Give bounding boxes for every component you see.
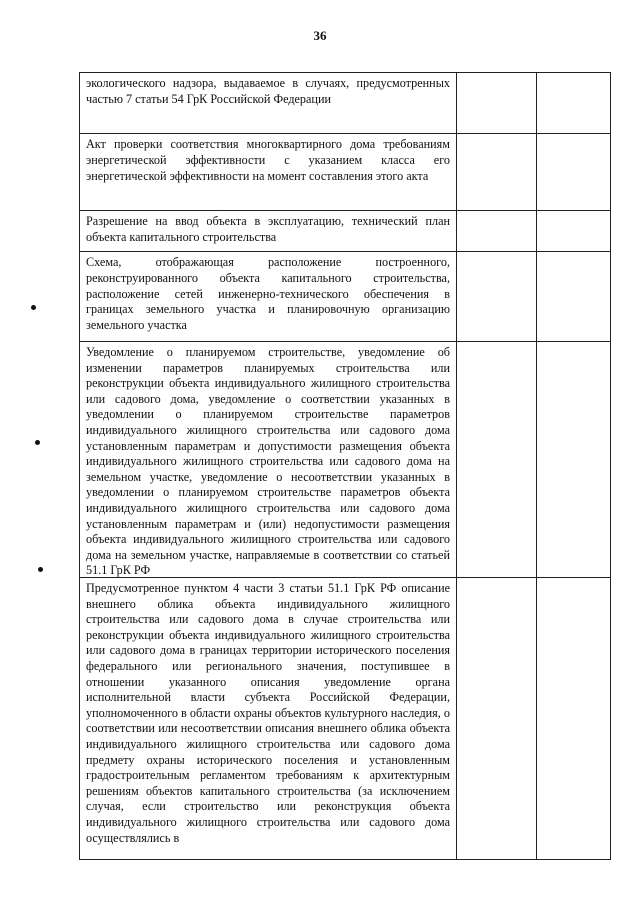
document-description-cell: Уведомление о планируемом строительстве, уведомление об изменении параметров планируемых строительства или реконструкции объекта индивидуального жилищного строительства или садового дома, уведомление о соответствии указанных в уведомлении о планируемом строительстве параметров индивидуального жилищного строительства или садового дома установленным параметрам и допустимости размещения объекта индивидуального жилищного строительства или садового дома на земельном участке, уведомление о несоответствии указанных в уведомлении о планируемом строительстве параметров объекта индивидуального жилищного строительства или садового дома установленным параметрам и (или) недопустимости размещения объекта индивидуального жилищного строительства или садового дома на земельном участке, направляемые в соответствии со статьей 51.1 ГрК РФ [79, 342, 456, 584]
table-row [79, 73, 611, 134]
document-table [79, 72, 611, 860]
empty-cell [456, 211, 536, 251]
table-row [79, 134, 611, 211]
empty-cell [536, 252, 611, 341]
empty-cell [536, 342, 611, 584]
table-row [79, 342, 611, 578]
empty-cell [456, 134, 536, 210]
empty-cell [456, 73, 536, 133]
document-description-cell: Схема, отображающая расположение построенного, реконструированного объекта капитального строительства, расположение сетей инженерно-технического обеспечения в границах земельного участка и планировочную организацию земельного участка [79, 252, 456, 341]
document-description-cell: экологического надзора, выдаваемое в случаях, предусмотренных частью 7 статьи 54 ГрК Российской Федерации [79, 73, 456, 133]
scan-mark [35, 440, 40, 445]
empty-cell [456, 342, 536, 584]
empty-cell [456, 252, 536, 341]
table-row [79, 211, 611, 252]
document-description-cell: Акт проверки соответствия многоквартирного дома требованиям энергетической эффективности с указанием класса его энергетической эффективности на момент составления этого акта [79, 134, 456, 210]
scan-mark [38, 567, 43, 572]
empty-cell [536, 134, 611, 210]
scan-mark [31, 305, 36, 310]
empty-cell [456, 578, 536, 859]
empty-cell [536, 211, 611, 251]
page-number: 36 [313, 28, 327, 43]
empty-cell [536, 578, 611, 859]
document-description-cell: Предусмотренное пунктом 4 части 3 статьи 51.1 ГрК РФ описание внешнего облика объекта индивидуального жилищного строительства или садового дома в случае строительства или реконструкции объекта индивидуального жилищного строительства или садового дома в границах территории исторического поселения федерального или регионального значения, поступившее в отношении указанного описания уведомление органа исполнительной власти субъекта Российской Федерации, уполномоченного в области охраны объектов культурного наследия, о соответствии или несоответствии описания внешнего облика объекта индивидуального жилищного строительства или садового дома предмету охраны исторического поселения и установленным градостроительным регламентом требованиям к архитектурным решениям объектов капитального строительства (за исключением случая, если строительство или реконструкция объекта индивидуального жилищного строительства или садового дома осуществлялись в [79, 578, 456, 859]
table-row [79, 578, 611, 860]
empty-cell [536, 73, 611, 133]
document-description-cell: Разрешение на ввод объекта в эксплуатацию, технический план объекта капитального строительства [79, 211, 456, 251]
table-row [79, 252, 611, 342]
